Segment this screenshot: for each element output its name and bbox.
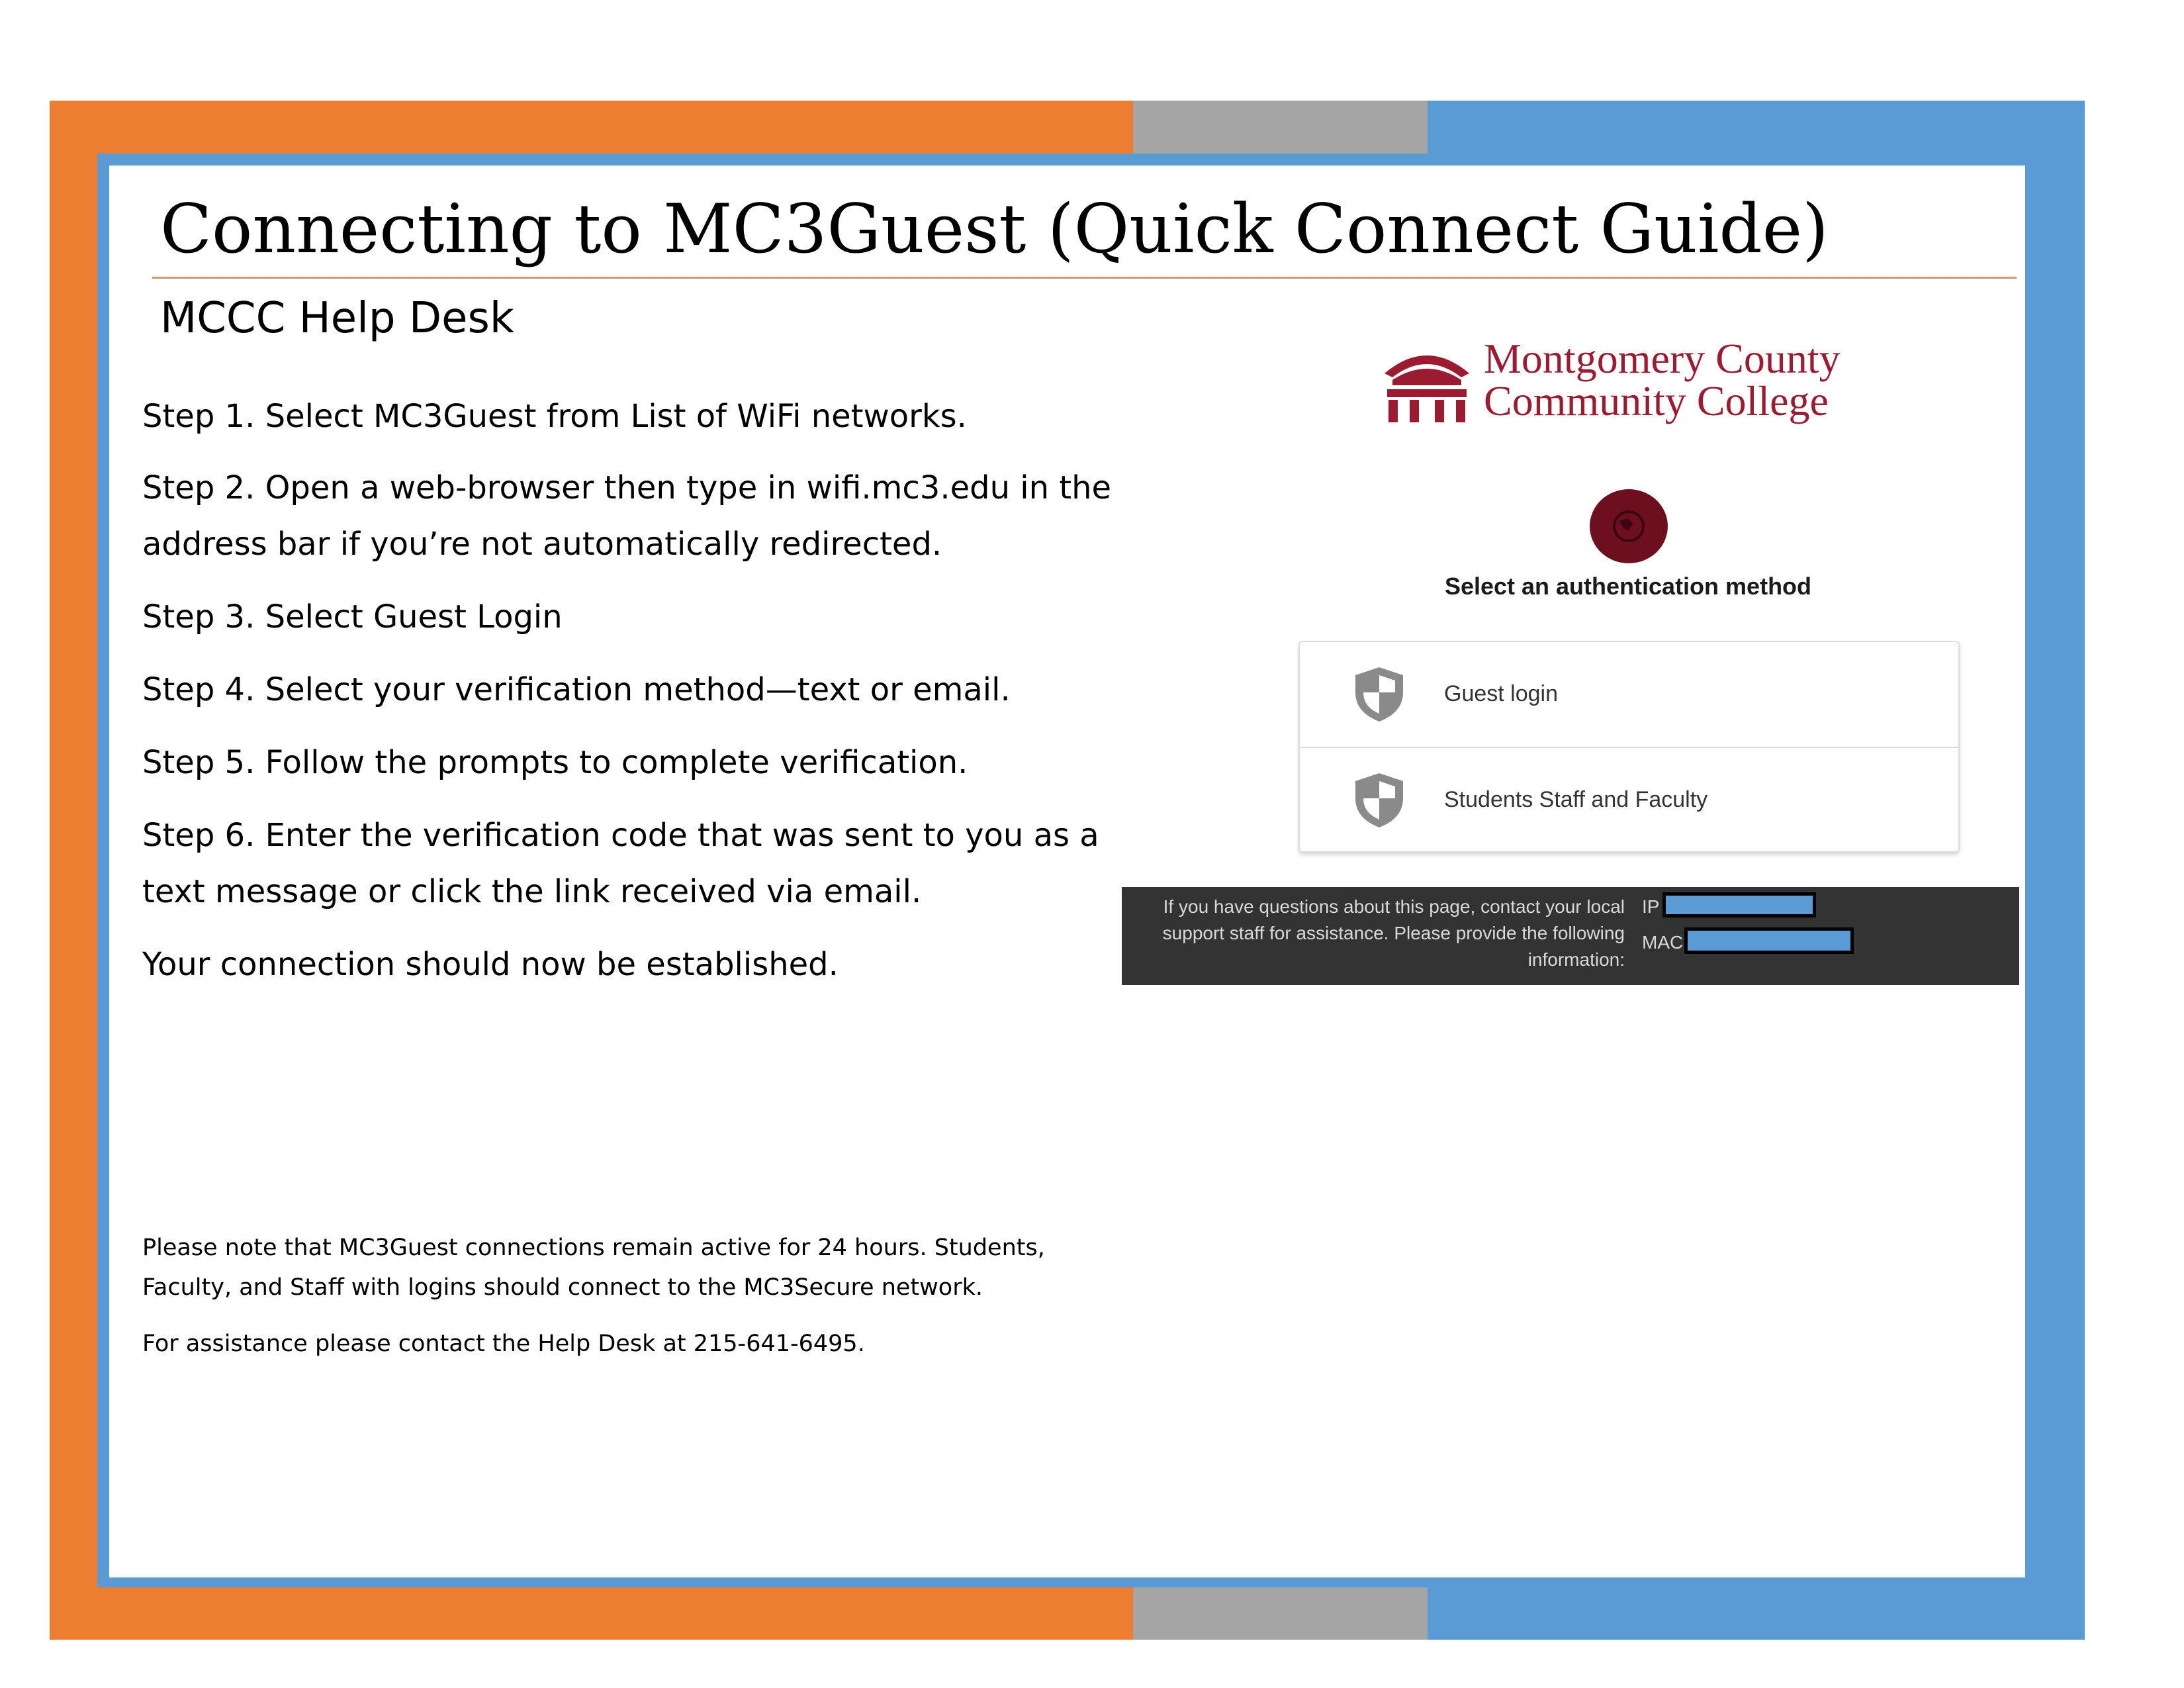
mac-redaction [1684,927,1854,954]
step-2: Step 2. Open a web-browser then type in wifi.mc3.edu in the address bar if you’re not automatically redirected. [142,469,1112,563]
shield-icon [1353,666,1406,723]
option-label: Guest login [1444,681,1558,706]
students-staff-faculty-option[interactable] [1300,747,1958,852]
frame-orange-bottom [50,1587,1133,1640]
frame-inner-line-bottom [97,1577,2025,1587]
ip-label: IP [1642,896,1660,917]
mac-label: MAC [1642,932,1684,953]
shield-icon [1353,772,1406,829]
frame-gray-bottom [1133,1587,1428,1640]
step-3: Step 3. Select Guest Login [142,598,563,635]
frame-orange-left [50,101,97,1640]
guest-login-option[interactable] [1300,642,1958,746]
frame-blue-bottom [1428,1587,2085,1640]
auth-method-list [1298,641,1960,853]
logo-line-1: Montgomery County [1484,335,1841,382]
step-1: Step 1. Select MC3Guest from List of WiFi networks. [142,398,967,435]
auth-heading: Select an authentication method [1444,573,1812,600]
frame-inner-line-left [97,154,109,1587]
assistance-note: For assistance please contact the Help Desk at 215-641-6495. [142,1331,865,1357]
option-label: Students Staff and Faculty [1444,787,1708,812]
logo-line-2: Community College [1484,377,1829,424]
page-subtitle: MCCC Help Desk [160,294,514,343]
ip-redaction [1662,892,1816,917]
building-icon [1383,346,1471,424]
connection-established: Your connection should now be established. [142,946,839,983]
support-message: If you have questions about this page, contact your local support staff for assistance. Please provide the following information: [1162,896,1625,970]
active-note: Please note that MC3Guest connections remain active for 24 hours. Students, Faculty, and Staff with logins should connect to the MC3Secure network. [142,1235,1045,1301]
step-4: Step 4. Select your verification method—text or email. [142,671,1011,708]
page-title: Connecting to MC3Guest (Quick Connect Guide) [160,190,1829,269]
frame-blue-right [2025,101,2085,1640]
step-6: Step 6. Enter the verification code that was sent to you as a text message or click the link received via email. [142,817,1099,910]
frame-inner-line-top [97,154,2025,165]
globe-icon [1590,489,1668,563]
step-5: Step 5. Follow the prompts to complete verification. [142,744,968,781]
college-logo [1383,335,1886,430]
support-info-bar [1122,887,2019,985]
title-divider [152,277,2017,279]
